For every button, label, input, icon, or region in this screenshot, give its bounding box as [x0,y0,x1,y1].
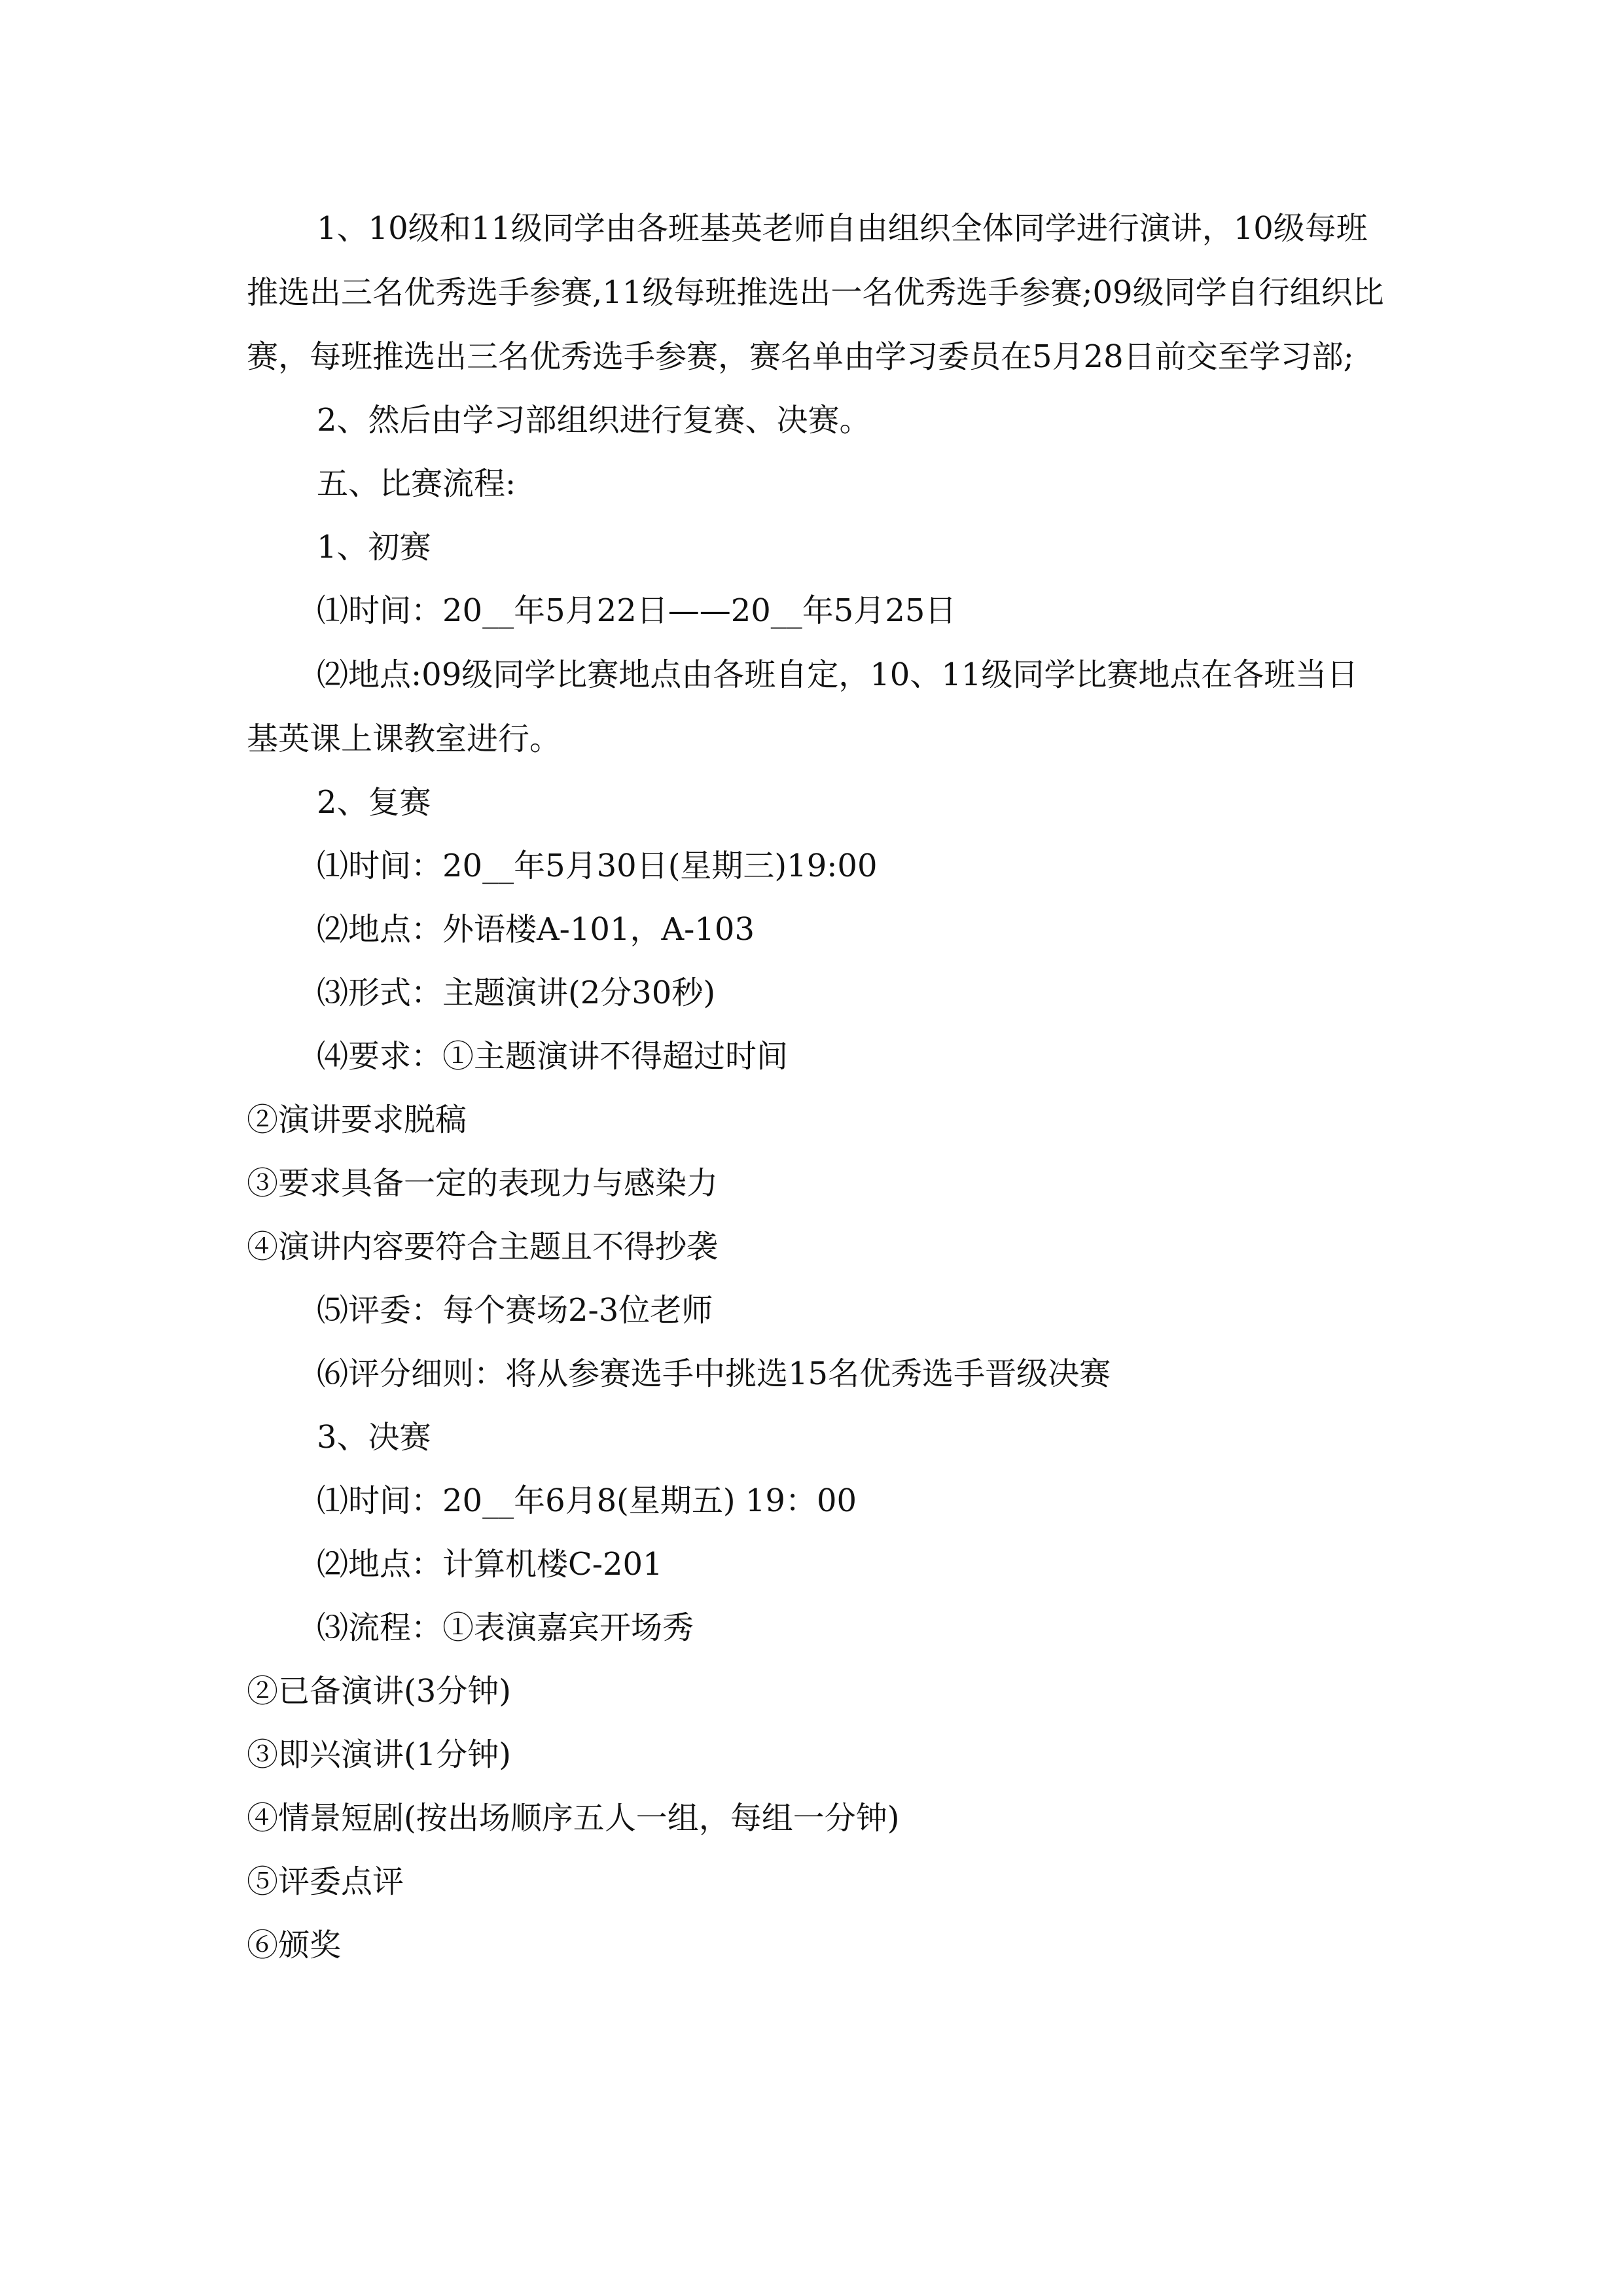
subheading-semifinal: 2、复赛 [317,784,431,821]
semifinal-requirement-2: ②演讲要求脱稿 [247,1102,467,1138]
final-process-6: ⑥颁奖 [247,1927,342,1964]
section-heading-process: 五、比赛流程: [317,465,516,502]
paragraph-next-rounds: 2、然后由学习部组织进行复赛、决赛。 [317,402,871,439]
final-time: ⑴时间：20__年6月8(星期五) 19：00 [317,1482,857,1519]
final-process-2: ②已备演讲(3分钟) [247,1673,511,1710]
semifinal-time: ⑴时间：20__年5月30日(星期三)19:00 [317,848,878,884]
subheading-preliminary: 1、初赛 [317,529,431,565]
final-process-4: ④情景短剧(按出场顺序五人一组，每组一分钟) [247,1800,900,1837]
semifinal-location: ⑵地点：外语楼A-101，A-103 [317,911,755,948]
final-location: ⑵地点：计算机楼C-201 [317,1546,663,1583]
preliminary-location: ⑵地点:09级同学比赛地点由各班自定，10、11级同学比赛地点在各班当日基英课上课教室进行。 [247,656,1359,757]
preliminary-time: ⑴时间：20__年5月22日——20__年5月25日 [317,592,957,629]
final-process-1: ⑶流程：①表演嘉宾开场秀 [317,1609,694,1646]
final-process-3: ③即兴演讲(1分钟) [247,1736,511,1773]
semifinal-requirement-1: ⑷要求：①主题演讲不得超过时间 [317,1038,789,1075]
subheading-final: 3、决赛 [317,1419,431,1456]
semifinal-format: ⑶形式：主题演讲(2分30秒) [317,975,716,1011]
document-body [247,196,1385,1977]
semifinal-judges: ⑸评委：每个赛场2-3位老师 [317,1292,713,1329]
semifinal-requirement-4: ④演讲内容要符合主题且不得抄袭 [247,1229,719,1265]
semifinal-scoring: ⑹评分细则：将从参赛选手中挑选15名优秀选手晋级决赛 [317,1355,1111,1392]
paragraph-registration: 1、10级和11级同学由各班基英老师自由组织全体同学进行演讲，10级每班推选出三名优秀选手参赛,11级每班推选出一名优秀选手参赛;09级同学自行组织比赛，每班推选出三名优秀选手参赛，赛名单由学习委员在5月28日前交至学习部; [247,210,1384,375]
semifinal-requirement-3: ③要求具备一定的表现力与感染力 [247,1165,719,1202]
final-process-5: ⑤评委点评 [247,1863,404,1900]
